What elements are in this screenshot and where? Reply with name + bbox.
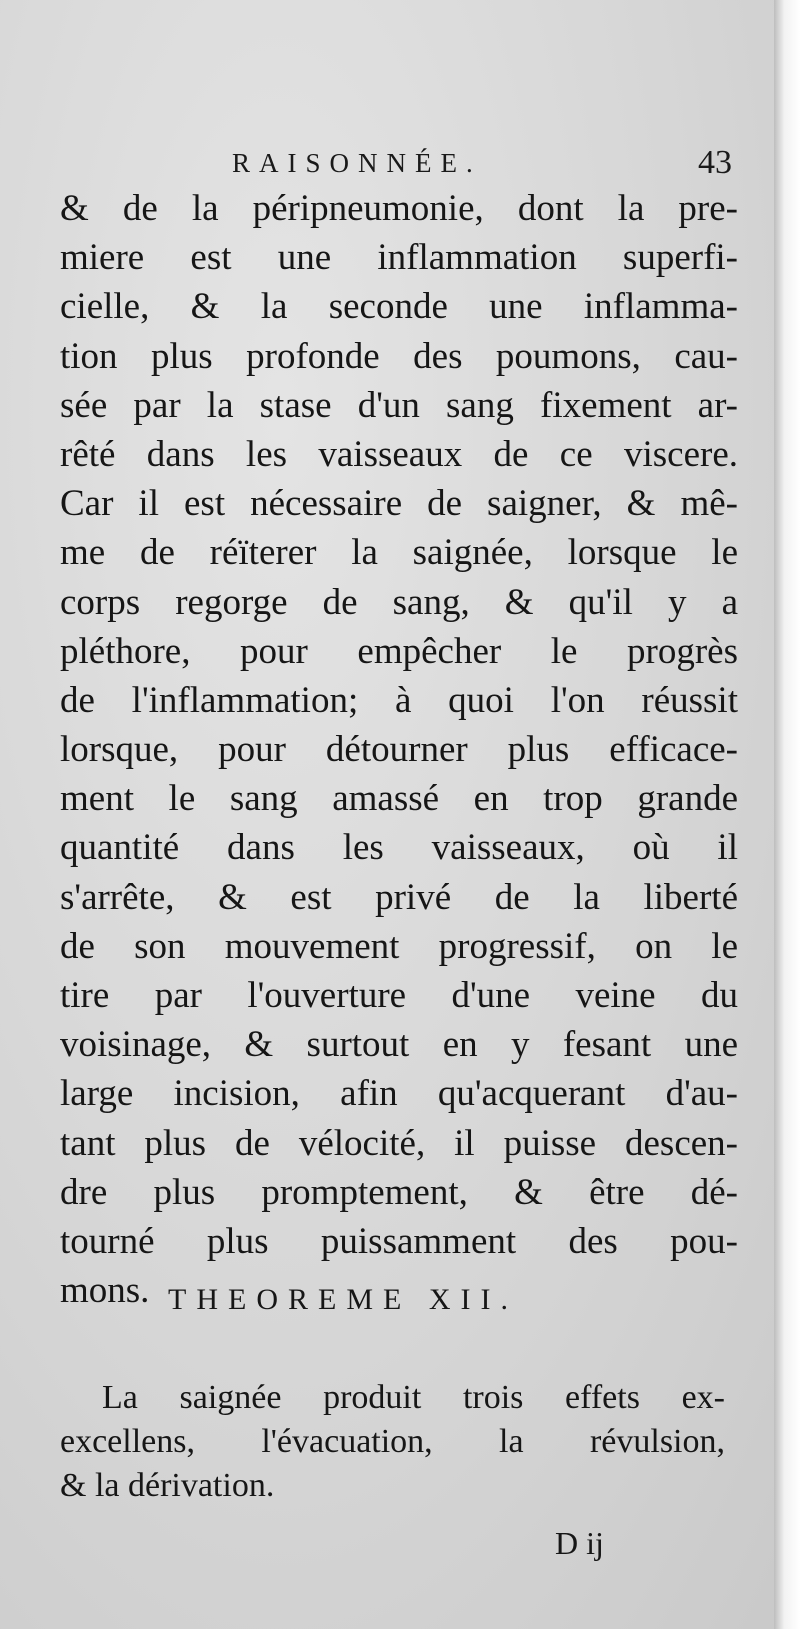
text-line: s'arrête, & est privé de la liberté	[60, 876, 738, 918]
text-line: tire par l'ouverture d'une veine du	[60, 975, 738, 1016]
page-number: 43	[698, 144, 732, 181]
body-text	[60, 184, 738, 1315]
text-line: rêté dans les vaisseaux de ce viscere.	[60, 433, 738, 475]
text-line: ment le sang amassé en trop grande	[60, 778, 738, 820]
theorem-text	[60, 1376, 725, 1508]
text-line: dre plus promptement, & être dé-	[60, 1171, 738, 1213]
theorem-line: & la dérivation.	[60, 1467, 275, 1504]
theorem-line: excellens, l'évacuation, la révulsion,	[60, 1423, 725, 1460]
text-line: quantité dans les vaisseaux, où il	[60, 827, 738, 869]
text-line: tant plus de vélocité, il puisse descen-	[60, 1122, 738, 1164]
text-line: de l'inflammation; à quoi l'on réussit	[60, 679, 738, 721]
running-title: RAISONNÉE.	[232, 148, 482, 178]
text-line: mons.	[60, 1270, 150, 1312]
text-line: me de réïterer la saignée, lorsque le	[60, 532, 738, 574]
text-line: voisinage, & surtout en y fesant une	[60, 1024, 738, 1066]
theorem-line: La saignée produit trois effets ex-	[102, 1379, 725, 1416]
running-head	[62, 144, 732, 188]
text-line: pléthore, pour empêcher le progrès	[60, 630, 738, 672]
text-line: cielle, & la seconde une inflamma-	[60, 286, 738, 328]
text-line: de son mouvement progressif, on le	[60, 925, 738, 967]
text-line: sée par la stase d'un sang fixement ar-	[60, 384, 738, 426]
page-edge	[774, 0, 800, 1629]
theorem-heading: THEOREME XII.	[168, 1283, 518, 1316]
text-line: tion plus profonde des poumons, cau-	[60, 335, 738, 377]
text-line: & de la péripneumonie, dont la pre-	[60, 188, 738, 229]
text-line: miere est une inflammation superfi-	[60, 237, 738, 279]
text-line: Car il est nécessaire de saigner, & mê-	[60, 483, 738, 525]
text-line: tourné plus puissamment des pou-	[60, 1220, 738, 1262]
text-line: corps regorge de sang, & qu'il y a	[60, 581, 738, 623]
signature-mark: D ij	[555, 1525, 604, 1561]
text-line: large incision, afin qu'acquerant d'au-	[60, 1073, 738, 1115]
text-line: lorsque, pour détourner plus efficace-	[60, 729, 738, 771]
